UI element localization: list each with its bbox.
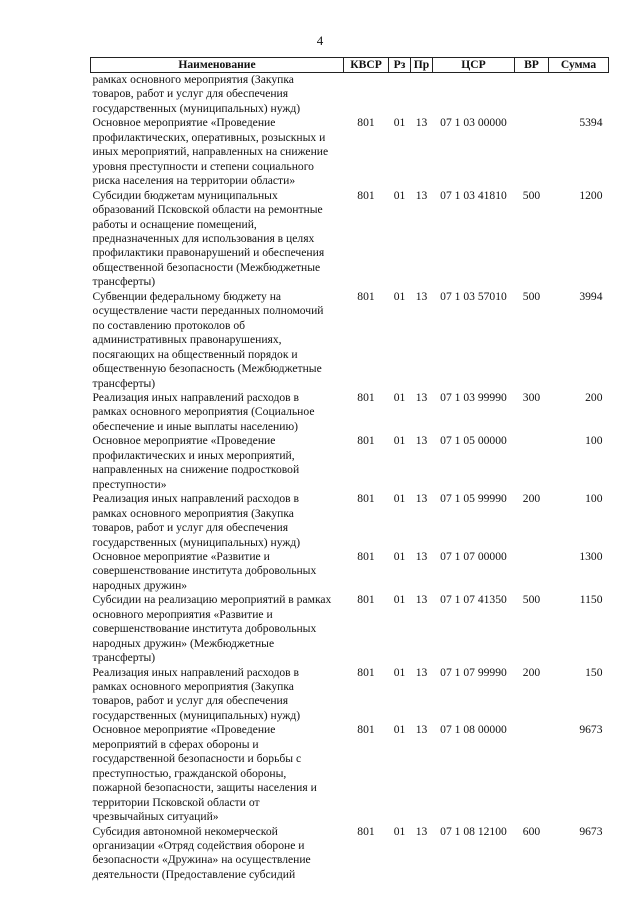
row-pr: 13 [415,116,428,130]
table-row [91,73,609,117]
row-vr: 600 [522,824,541,838]
row-sum: 9673 [579,723,603,737]
row-kvsr: 801 [357,593,375,607]
row-sum: 200 [585,390,603,404]
row-kvsr: 801 [357,116,375,130]
row-sum: 3994 [579,289,603,303]
row-kvsr: 801 [357,289,375,303]
row-name-line: Субсидии на реализацию мероприятий в рамках [92,593,332,607]
row-vr: 500 [522,188,541,202]
row-name [91,593,344,665]
row-vr [515,550,549,593]
row-name-line: Основное мероприятие «Проведение [92,723,276,737]
row-name-line: рамках основного мероприятия (Закупка [92,680,294,694]
row-sum: 9673 [579,824,603,838]
header-csr: ЦСР [433,58,515,73]
table-row [91,290,609,391]
row-sum [549,73,609,117]
row-name-line: Основное мероприятие «Проведение [92,116,276,130]
row-rz [389,73,411,117]
row-name-line: Реализация иных направлений расходов в [92,492,299,506]
row-kvsr: 801 [357,549,375,563]
row-kvsr: 801 [357,434,375,448]
row-kvsr: 801 [357,188,375,202]
row-kvsr: 801 [357,665,375,679]
row-name-line: организации «Отряд содействия обороне и [92,839,305,853]
row-name-line: риска населения на территории области» [92,174,296,188]
row-name-line: Субвенции федеральному бюджету на [92,289,282,303]
row-name-line: Субсидия автономной некомерческой [92,824,278,838]
row-name-line: Реализация иных направлений расходов в [92,390,299,404]
row-name-line: административных правонарушениях, [92,333,282,347]
row-vr [515,73,549,117]
row-csr: 07 1 07 00000 [440,549,507,563]
header-vr: ВР [515,58,549,73]
row-rz: 01 [393,665,406,679]
row-rz: 01 [393,434,406,448]
row-pr: 13 [415,390,428,404]
row-name-line: пожарной безопасности, защиты населения и [92,781,317,795]
row-name-line: чрезвычайных ситуаций» [92,810,219,824]
row-name [91,666,344,724]
table-row [91,550,609,593]
row-vr: 500 [522,289,541,303]
row-name-line: образований Псковской области на ремонтные [92,203,323,217]
row-name [91,434,344,492]
row-rz: 01 [393,593,406,607]
budget-table [90,57,609,882]
row-name-line: совершенствование института добровольных [92,622,317,636]
header-name: Наименование [91,58,344,73]
row-sum: 1150 [579,593,603,607]
row-name-line: рамках основного мероприятия (Социальное [92,405,315,419]
row-rz: 01 [393,289,406,303]
row-name-line: Субсидии бюджетам муниципальных [92,188,278,202]
row-pr: 13 [415,492,428,506]
row-kvsr [344,73,389,117]
row-pr: 13 [415,289,428,303]
row-name-line: народных дружин» [92,578,188,592]
row-name-line: безопасности «Дружина» на осуществление [92,853,311,867]
row-csr: 07 1 08 00000 [440,723,507,737]
table-row [91,189,609,290]
row-name-line: трансферты) [92,651,156,665]
row-name-line: профилактических, оперативных, розыскных и [92,130,326,144]
row-rz: 01 [393,723,406,737]
row-csr: 07 1 03 99990 [440,390,507,404]
row-rz: 01 [393,549,406,563]
row-name-line: рамках основного мероприятия (Закупка [92,506,294,520]
row-name [91,492,344,550]
row-csr: 07 1 05 99990 [440,492,507,506]
table-row [91,391,609,434]
row-name-line: народных дружин» (Межбюджетные [92,636,275,650]
header-kvsr: КВСР [344,58,389,73]
table-header [91,58,609,73]
row-name-line: государственных (муниципальных) нужд) [92,708,301,722]
row-rz: 01 [393,116,406,130]
row-name-line: обеспечение и иные выплаты населению) [92,419,298,433]
row-csr: 07 1 03 00000 [440,116,507,130]
row-vr [515,434,549,492]
row-sum: 100 [585,434,603,448]
row-name-line: основного мероприятия «Развитие и [92,607,273,621]
row-sum: 5394 [579,116,603,130]
row-name-line: преступности» [92,477,167,491]
row-name [91,116,344,188]
row-name-line: предназначенных для использования в целях [92,231,315,245]
row-vr: 200 [522,665,541,679]
row-csr [433,73,515,117]
header-rz: Рз [389,58,411,73]
row-name-line: государственных (муниципальных) нужд) [92,535,301,549]
table-row [91,116,609,188]
row-name-line: направленных на снижение подростковой [92,463,300,477]
table-body [91,73,609,883]
row-csr: 07 1 08 12100 [440,824,507,838]
row-sum: 1300 [579,549,603,563]
row-csr: 07 1 05 00000 [440,434,507,448]
row-name [91,290,344,391]
row-csr: 07 1 03 57010 [440,289,507,303]
row-name [91,391,344,434]
table-row [91,723,609,824]
row-name-line: посягающих на общественный порядок и [92,347,298,361]
row-name-line: осуществление части переданных полномочий [92,304,324,318]
row-name [91,73,344,117]
row-name-line: рамках основного мероприятия (Закупка [92,73,294,86]
row-vr: 200 [522,492,541,506]
table-row [91,825,609,883]
row-name-line: товаров, работ и услуг для обеспечения [92,87,289,101]
row-kvsr: 801 [357,492,375,506]
row-name-line: иных мероприятий, направленных на снижение [92,145,329,159]
row-name [91,550,344,593]
row-sum: 1200 [579,188,603,202]
row-name-line: трансферты) [92,376,156,390]
row-sum: 150 [585,665,603,679]
row-name-line: Основное мероприятие «Развитие и [92,549,270,563]
row-vr: 300 [522,390,541,404]
row-name-line: трансферты) [92,275,156,289]
row-csr: 07 1 07 41350 [440,593,507,607]
row-name-line: общественную безопасность (Межбюджетные [92,362,322,376]
row-name-line: преступностью, гражданской обороны, [92,766,287,780]
row-name-line: территории Псковской области от [92,795,260,809]
row-name-line: мероприятий в сферах обороны и [92,737,259,751]
row-kvsr: 801 [357,824,375,838]
row-name-line: по составлению протоколов об [92,318,246,332]
row-rz: 01 [393,188,406,202]
row-rz: 01 [393,824,406,838]
row-name-line: профилактики правонарушений и обеспечения [92,246,325,260]
row-pr [411,73,433,117]
row-csr: 07 1 07 99990 [440,665,507,679]
row-name [91,723,344,824]
row-name-line: товаров, работ и услуг для обеспечения [92,521,289,535]
row-pr: 13 [415,549,428,563]
table-row [91,434,609,492]
row-name-line: общественной безопасности (Межбюджетные [92,260,321,274]
header-pr: Пр [411,58,433,73]
row-name-line: деятельности (Предоставление субсидий [92,867,296,881]
row-rz: 01 [393,390,406,404]
row-kvsr: 801 [357,390,375,404]
row-name-line: уровня преступности и степени социального [92,159,314,173]
row-pr: 13 [415,188,428,202]
row-name-line: совершенствование института добровольных [92,564,317,578]
row-name-line: государственной безопасности и борьбы с [92,752,302,766]
row-name-line: работы и оснащение помещений, [92,217,257,231]
table-row [91,492,609,550]
row-vr [515,723,549,824]
row-sum: 100 [585,492,603,506]
row-pr: 13 [415,824,428,838]
row-vr: 500 [522,593,541,607]
row-name-line: профилактических и иных мероприятий, [92,448,295,462]
row-name-line: товаров, работ и услуг для обеспечения [92,694,289,708]
row-name-line: государственных (муниципальных) нужд) [92,101,301,115]
row-kvsr: 801 [357,723,375,737]
header-sum: Сумма [549,58,609,73]
row-csr: 07 1 03 41810 [440,188,507,202]
row-name-line: Основное мероприятие «Проведение [92,434,276,448]
page-number: 4 [316,33,324,48]
row-vr [515,116,549,188]
row-pr: 13 [415,434,428,448]
row-pr: 13 [415,593,428,607]
row-pr: 13 [415,723,428,737]
table-row [91,593,609,665]
row-pr: 13 [415,665,428,679]
table-row [91,666,609,724]
row-rz: 01 [393,492,406,506]
row-name [91,825,344,883]
row-name [91,189,344,290]
row-name-line: Реализация иных направлений расходов в [92,665,299,679]
